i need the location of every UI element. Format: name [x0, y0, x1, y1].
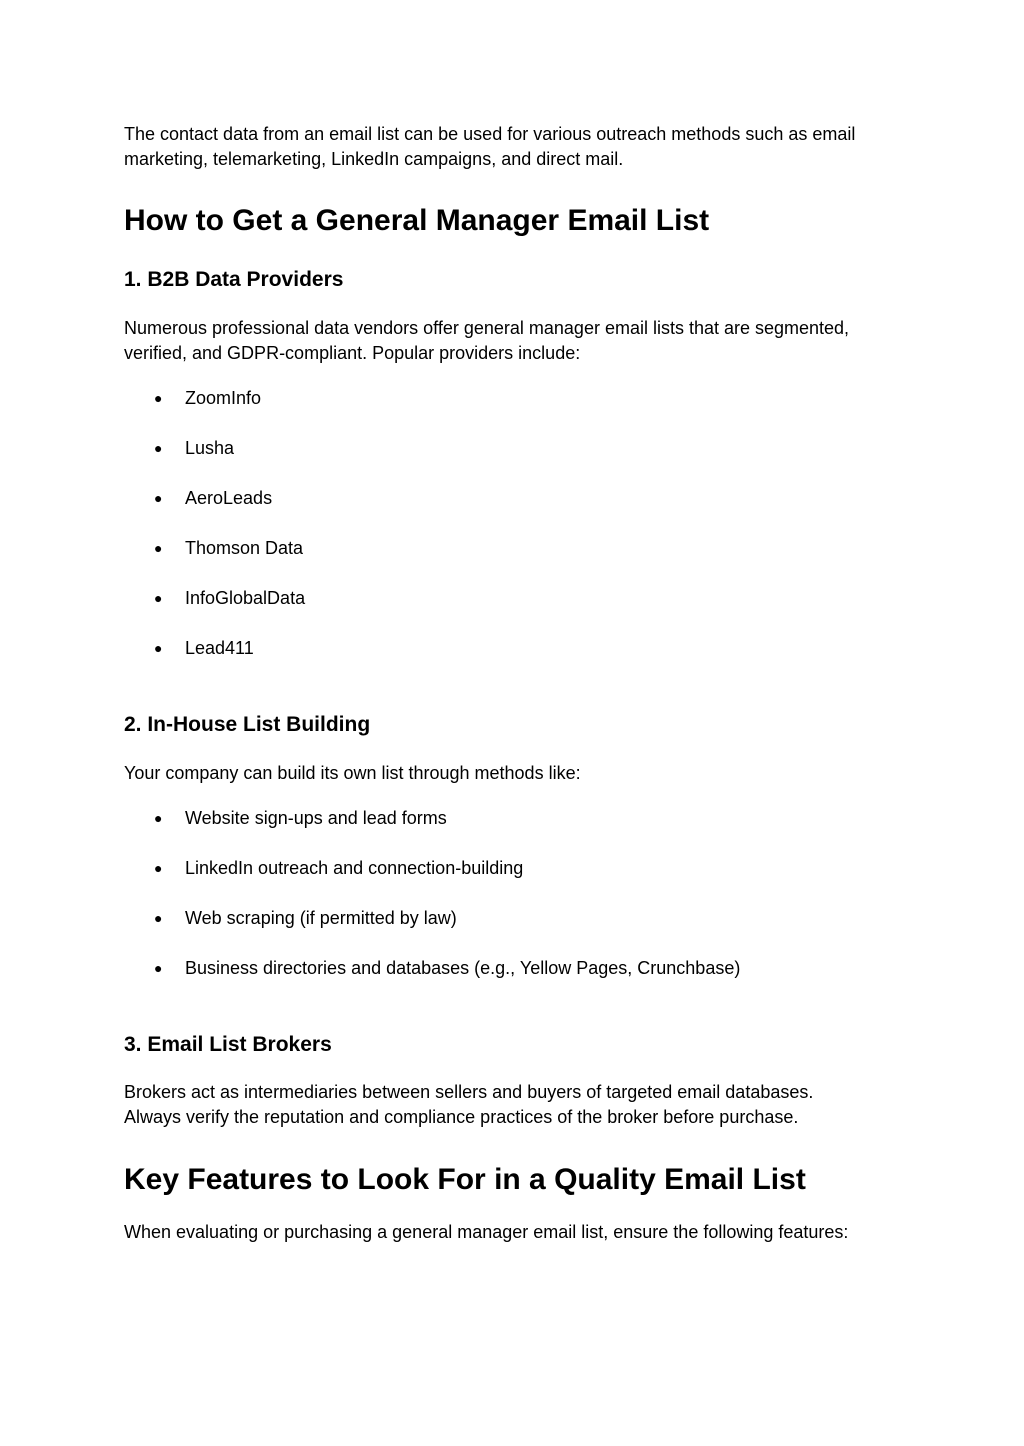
provider-aeroleads: AeroLeads	[185, 488, 273, 508]
list-item	[0, 806, 1024, 856]
method-website-signups: Website sign-ups and lead forms	[185, 808, 447, 828]
provider-list	[0, 386, 1024, 686]
method-business-directories: Business directories and databases (e.g., Yellow Pages, Crunchbase)	[185, 958, 741, 978]
subheading-b2b-providers: 1. B2B Data Providers	[124, 268, 344, 291]
features-paragraph	[124, 1220, 914, 1245]
b2b-line-2: verified, and GDPR-compliant. Popular providers include:	[124, 343, 581, 363]
intro-line-1: The contact data from an email list can be used for various outreach methods such as email	[124, 124, 856, 144]
heading-key-features: Key Features to Look For in a Quality Email List	[124, 1163, 806, 1196]
in-house-line-1: Your company can build its own list through methods like:	[124, 763, 581, 783]
subheading-list-brokers: 3. Email List Brokers	[124, 1033, 332, 1056]
provider-lead411: Lead411	[185, 638, 254, 658]
list-item	[0, 906, 1024, 956]
bullet-icon: ●	[154, 390, 163, 406]
bullet-icon: ●	[154, 440, 163, 456]
brokers-line-2: Always verify the reputation and compliance practices of the broker before purchase.	[124, 1107, 799, 1127]
list-item	[0, 386, 1024, 436]
list-item	[0, 436, 1024, 486]
intro-paragraph	[124, 122, 914, 172]
provider-infoglobaldata: InfoGlobalData	[185, 588, 306, 608]
in-house-paragraph	[124, 761, 914, 786]
brokers-paragraph	[124, 1080, 914, 1130]
bullet-icon: ●	[154, 540, 163, 556]
provider-zoominfo: ZoomInfo	[185, 388, 262, 408]
bullet-icon: ●	[154, 960, 163, 976]
list-item	[0, 536, 1024, 586]
bullet-icon: ●	[154, 810, 163, 826]
in-house-method-list	[0, 806, 1024, 1006]
provider-lusha: Lusha	[185, 438, 235, 458]
bullet-icon: ●	[154, 490, 163, 506]
bullet-icon: ●	[154, 860, 163, 876]
bullet-icon: ●	[154, 910, 163, 926]
bullet-icon: ●	[154, 640, 163, 656]
subheading-in-house: 2. In-House List Building	[124, 713, 371, 736]
features-line-1: When evaluating or purchasing a general manager email list, ensure the following features:	[124, 1222, 849, 1242]
list-item	[0, 636, 1024, 686]
bullet-icon: ●	[154, 590, 163, 606]
method-web-scraping: Web scraping (if permitted by law)	[185, 908, 457, 928]
intro-line-2: marketing, telemarketing, LinkedIn campaigns, and direct mail.	[124, 149, 624, 169]
heading-how-to-get: How to Get a General Manager Email List	[124, 204, 710, 237]
b2b-paragraph	[124, 316, 914, 366]
list-item	[0, 486, 1024, 536]
b2b-line-1: Numerous professional data vendors offer general manager email lists that are segmented,	[124, 318, 850, 338]
method-linkedin-outreach: LinkedIn outreach and connection-building	[185, 858, 524, 878]
provider-thomson-data: Thomson Data	[185, 538, 304, 558]
list-item	[0, 586, 1024, 636]
list-item	[0, 856, 1024, 906]
brokers-line-1: Brokers act as intermediaries between sellers and buyers of targeted email databases.	[124, 1082, 814, 1102]
list-item	[0, 956, 1024, 1006]
